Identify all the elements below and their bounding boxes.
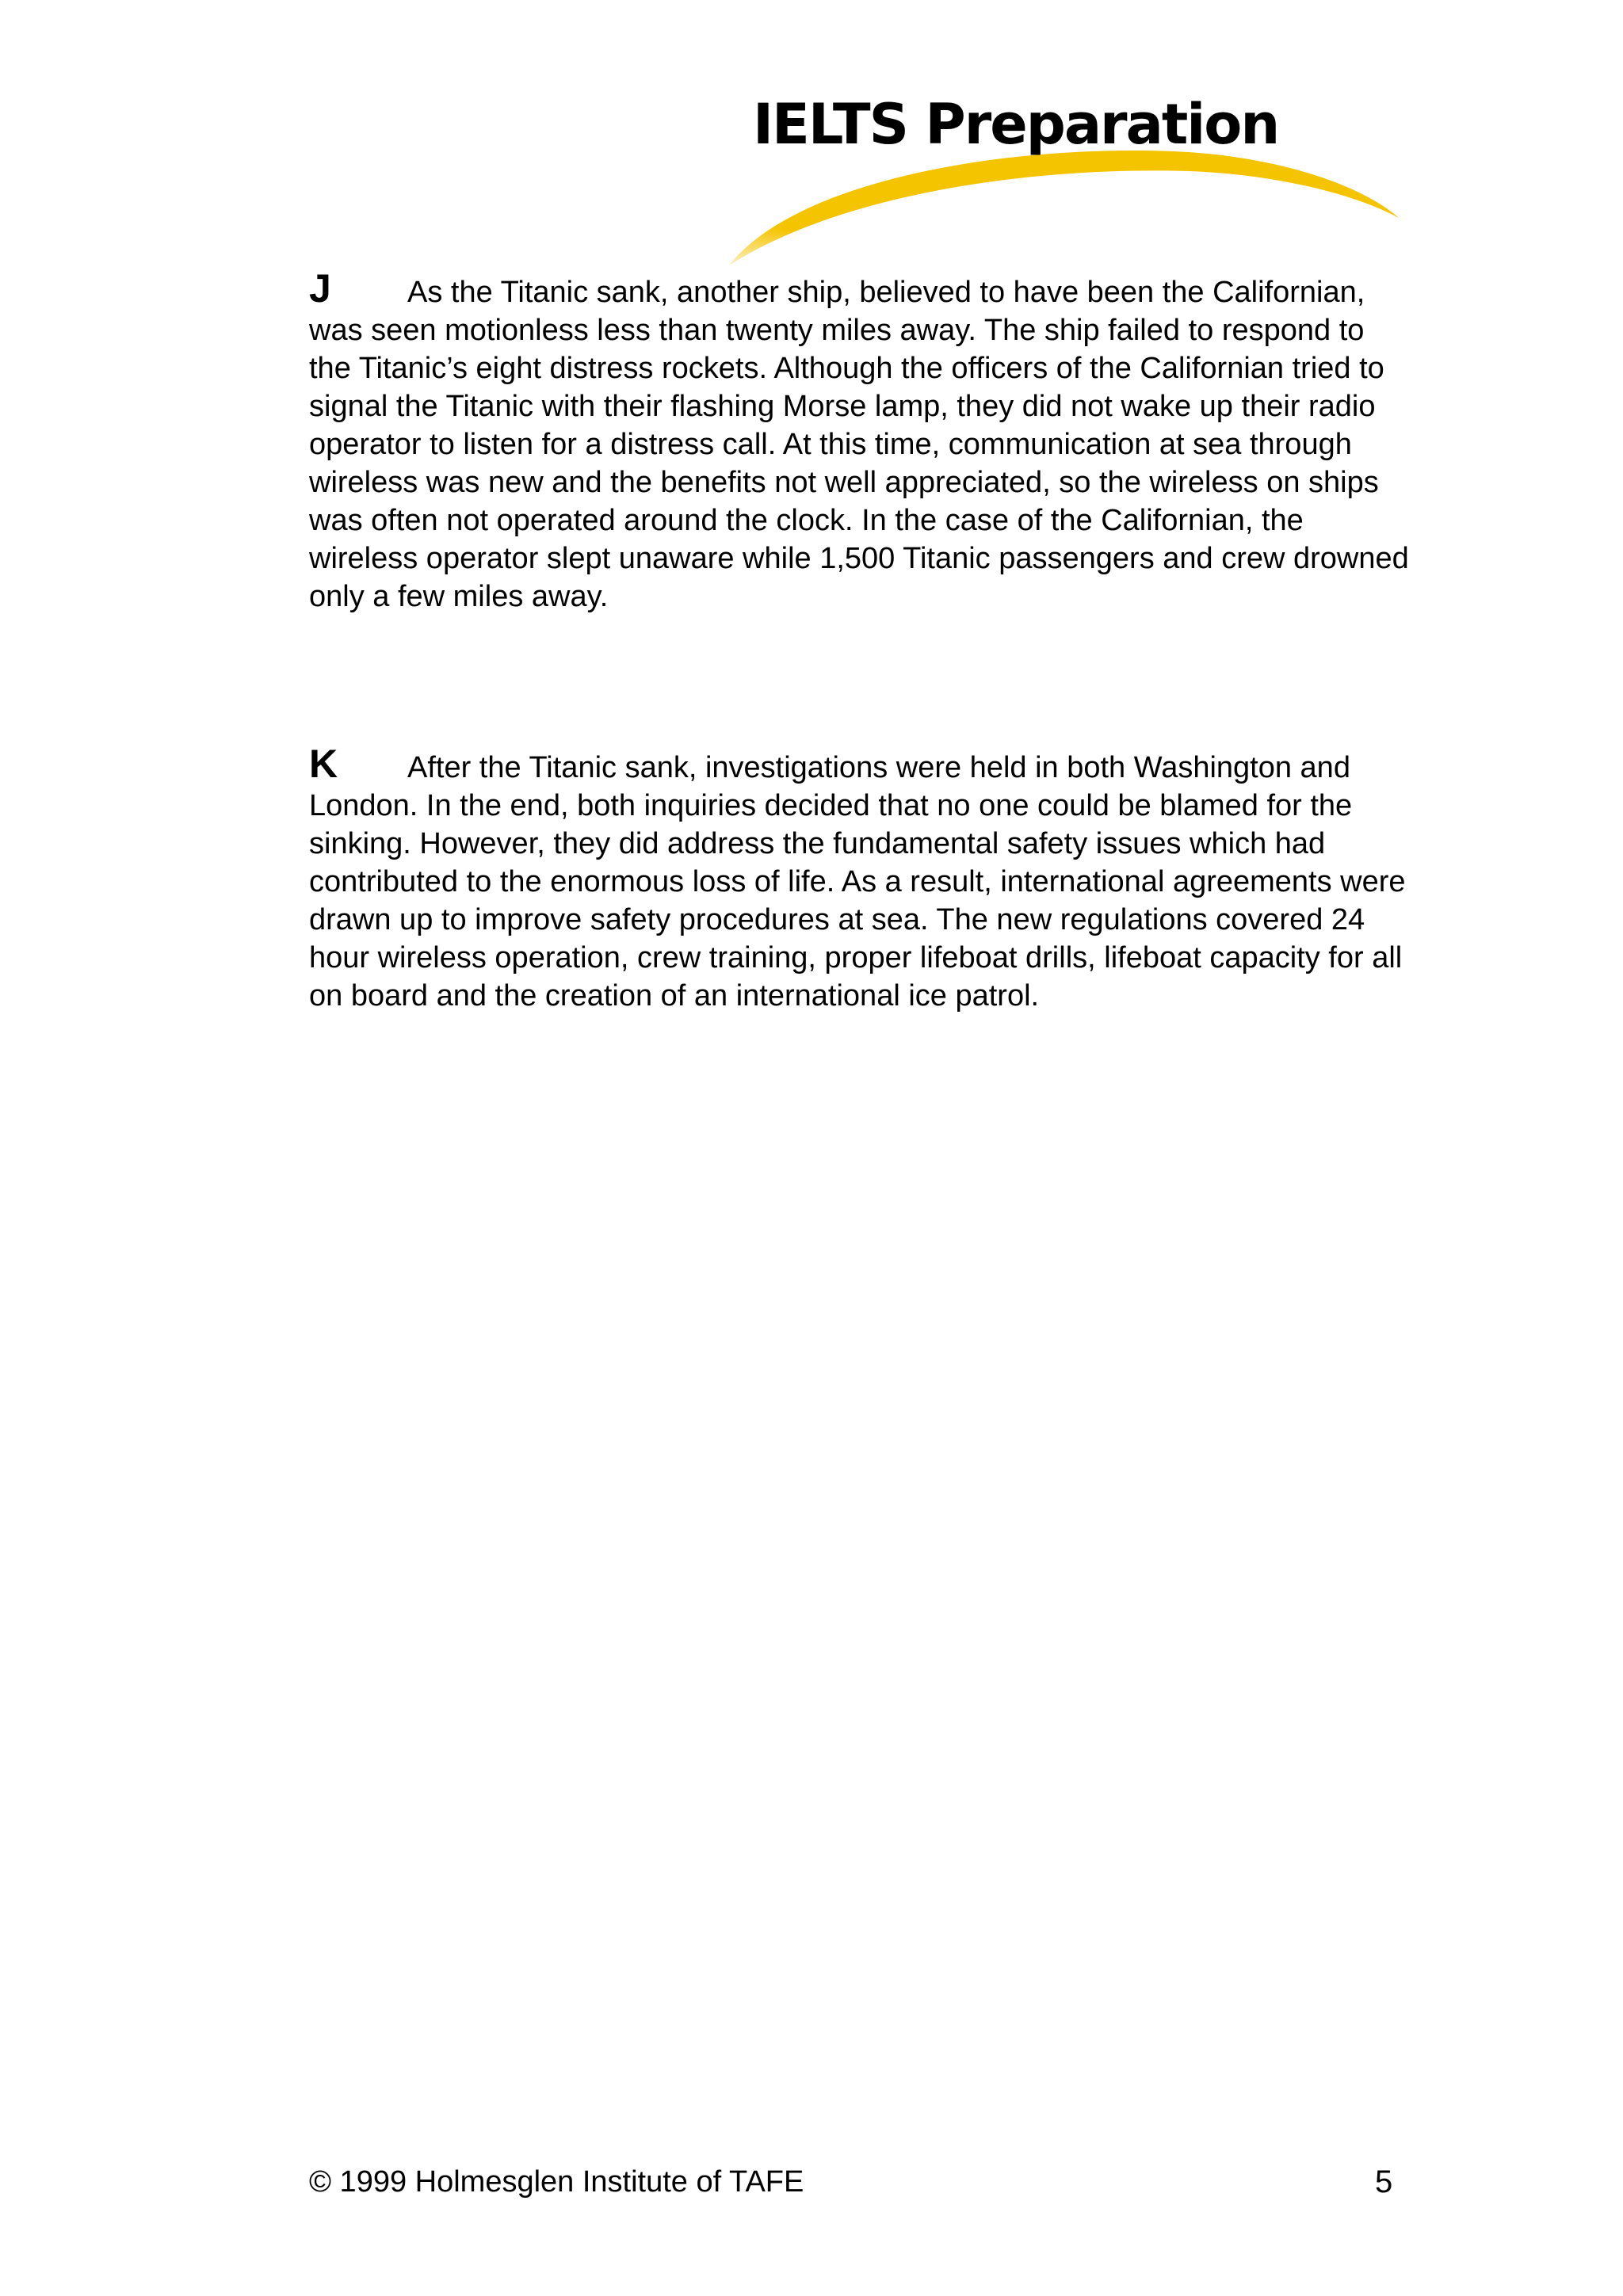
paragraph-j (309, 266, 1411, 616)
ielts-preparation-logo (729, 87, 1411, 277)
paragraph-text: As the Titanic sank, another ship, believed to have been the Californian, was seen motionless less than twenty miles away. The ship failed to respond to the Titanic’s eight distress rockets. Although the officers of the Californian tried to signal the Titanic with their flashing Morse lamp, they did not wake up their radio operator to listen for a distress call. At this time, communication at sea through wireless was new and the benefits not well appreciated, so the wireless on ships was often not operated around the clock. In the case of the Californian, the wireless operator slept unaware while 1,500 Titanic passengers and crew drowned only a few miles away. (309, 276, 1409, 613)
paragraph-k (309, 742, 1411, 1015)
page-number: 5 (1375, 2164, 1393, 2199)
paragraph-text: After the Titanic sank, investigations were held in both Washington and London. In the end, both inquiries decided that no one could be blamed for the sinking. However, they did address the fundamental safety issues which had contributed to the enormous loss of life. As a result, international agreements were drawn up to improve safety procedures at sea. The new regulations covered 24 hour wireless operation, crew training, proper lifeboat drills, lifeboat capacity for all on board and the creation of an international ice patrol. (309, 751, 1406, 1013)
logo-text: IELTS Preparation (753, 92, 1279, 157)
paragraph-letter: J (309, 266, 331, 311)
paragraph-letter: K (309, 742, 338, 786)
footer-copyright: © 1999 Holmesglen Institute of TAFE (309, 2165, 804, 2199)
